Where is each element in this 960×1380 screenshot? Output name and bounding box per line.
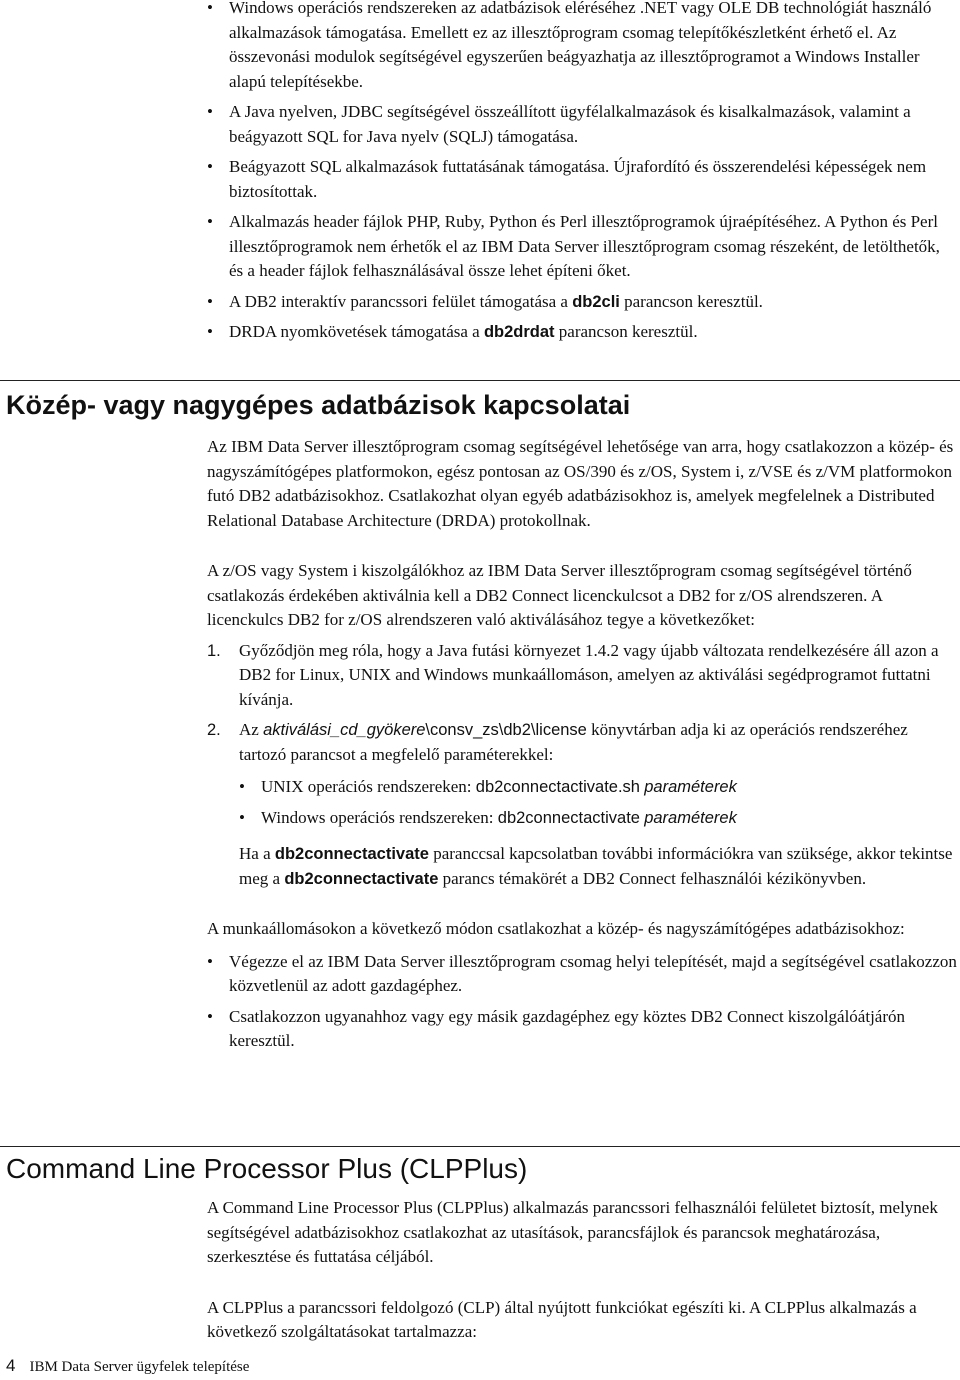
step-item	[207, 718, 957, 891]
step-text: Győződjön meg róla, hogy a Java futási környezet 1.4.2 vagy újabb változata rendelkezésére áll azon a DB2 for Linux, UNIX and Windows munkaállomáson, amelyen az aktiválási segédprogramot futtatni kívánja.	[239, 640, 939, 709]
bullet-glyph: •	[239, 807, 245, 827]
list-item-text: Csatlakozzon ugyanahhoz vagy egy másik gazdagéphez egy köztes DB2 Connect kiszolgálóátjárón keresztül.	[229, 1006, 906, 1050]
step-note	[239, 842, 957, 891]
list-item	[207, 320, 955, 345]
command-name: db2cli	[572, 292, 620, 311]
bullet-glyph: •	[207, 1006, 213, 1026]
bullet-glyph: •	[207, 291, 213, 311]
page-number: 4	[6, 1356, 16, 1375]
command-name: db2connectactivate	[497, 808, 640, 827]
list-item-text: DRDA nyomkövetések támogatása a	[229, 322, 484, 341]
list-item	[207, 100, 955, 149]
step-text: Az	[239, 720, 264, 739]
bullet-glyph: •	[207, 102, 213, 121]
os-command-list	[239, 775, 957, 830]
book-title: IBM Data Server ügyfelek telepítése	[29, 1359, 250, 1375]
step-text: könyvtárban adja ki az operációs rendszeréhez tartozó parancsot a megfelelő paraméterekkel:	[239, 720, 908, 764]
activation-steps	[207, 639, 957, 892]
paragraph: Az IBM Data Server illesztőprogram csomag segítségével lehetősége van arra, hogy csatlakozzon a közép- és nagyszámítógépes platformokon, egész pontosan az OS/390 és z/OS, System i, z/VSE és z/VM platformokon futó DB2 adatbázisokhoz. Csatlakozhat olyan egyéb adatbázisokhoz is, amelyek megfelelnek a Distributed Relational Database Architecture (DRDA) protokollnak.	[207, 437, 954, 530]
list-item-text: Végezze el az IBM Data Server illesztőprogram csomag helyi telepítését, majd a segítségével csatlakozzon közvetlenül az adott gazdagéphez.	[229, 951, 957, 995]
list-item	[207, 155, 955, 204]
paragraph: A z/OS vagy System i kiszolgálókhoz az IBM Data Server illesztőprogram csomag segítségével történő csatlakozás érdekében aktiválnia kell a DB2 Connect licenckulcsot a DB2 for z/OS alrendszeren. A licenckulcs DB2 for z/OS alrendszeren való aktiválásához tegye a következőket:	[207, 561, 912, 629]
list-item	[207, 950, 957, 999]
feature-bullet-list	[207, 0, 955, 351]
command-name: db2connectactivate	[274, 845, 429, 863]
note-text: paranccsal kapcsolatban további információkra van szüksége, akkor tekintse meg a	[239, 844, 953, 888]
section-body-host-connections	[207, 435, 957, 1060]
bullet-glyph: •	[239, 777, 245, 796]
command-parameter: paraméterek	[644, 808, 737, 827]
list-item-text: A DB2 interaktív parancssori felület támogatása a	[229, 291, 573, 311]
command-parameter: paraméterek	[644, 778, 737, 796]
note-text: parancs témakörét a DB2 Connect felhasználói kézikönyvben.	[438, 868, 867, 888]
path-text: \consv_zs\db2\license	[425, 721, 587, 739]
step-item	[207, 639, 957, 713]
list-item-text: A Java nyelven, JDBC segítségével összeállított ügyfélalkalmazások és kisalkalmazások, valamint a beágyazott SQL for Java nyelv (SQLJ) támogatása.	[229, 102, 911, 146]
list-item-text: Beágyazott SQL alkalmazások futtatásának támogatása. Újrafordító és összerendelési képességek nem biztosítottak.	[229, 157, 927, 201]
step-number: 2.	[207, 721, 221, 739]
paragraph: A CLPPlus a parancssori feldolgozó (CLP) által nyújtott funkciókat egészíti ki. A CLPPlus alkalmazás a következő szolgáltatásokat tartalmazza:	[207, 1297, 917, 1341]
note-text: Ha a	[239, 844, 275, 863]
list-item-text: Windows operációs rendszereken az adatbázisok eléréséhez .NET vagy OLE DB technológiát használó alkalmazások támogatása. Emellett ez az illesztőprogram csomag telepítőkészletként érhető el. Az összevonási modulok segítségével egyszerűen beágyazhatja az illesztőprogramot a Windows Installer alapú telepítésekbe.	[229, 0, 932, 91]
list-item	[207, 1005, 957, 1054]
page-footer	[6, 1356, 249, 1377]
connection-methods-list	[207, 950, 957, 1054]
section-heading-clpplus: Command Line Processor Plus (CLPPlus)	[6, 1153, 528, 1184]
section-body-clpplus	[207, 1196, 957, 1345]
step-number: 1.	[207, 641, 221, 660]
command-name: db2connectactivate	[284, 869, 439, 888]
list-item-text: parancson keresztül.	[554, 322, 698, 341]
section-divider	[0, 1146, 960, 1147]
list-item-text: UNIX operációs rendszereken:	[261, 777, 476, 796]
list-item	[207, 290, 955, 315]
command-name: db2connectactivate.sh	[475, 778, 640, 796]
bullet-glyph: •	[207, 0, 213, 17]
list-item	[239, 775, 957, 800]
list-item	[207, 210, 955, 284]
list-item-text: parancson keresztül.	[619, 291, 763, 311]
paragraph: A munkaállomásokon a következő módon csatlakozhat a közép- és nagyszámítógépes adatbázisokhoz:	[207, 919, 905, 938]
bullet-glyph: •	[207, 157, 213, 176]
section-divider	[0, 380, 960, 381]
bullet-glyph: •	[207, 322, 213, 341]
path-variable: aktiválási_cd_gyökere	[263, 721, 426, 739]
section-heading-host-connections: Közép- vagy nagygépes adatbázisok kapcsolatai	[6, 390, 631, 420]
list-item	[207, 0, 955, 94]
bullet-glyph: •	[207, 951, 213, 971]
paragraph: A Command Line Processor Plus (CLPPlus) alkalmazás parancssori felhasználói felületet biztosít, melynek segítségével adatbázisokhoz csatlakozhat az utasítások, parancsfájlok és parancsok meghatározása, szerkesztése és futtatása céljából.	[207, 1198, 938, 1266]
bullet-glyph: •	[207, 212, 213, 231]
list-item-text: Windows operációs rendszereken:	[261, 807, 498, 827]
list-item-text: Alkalmazás header fájlok PHP, Ruby, Python és Perl illesztőprogramok újraépítéséhez. A Python és Perl illesztőprogramok nem érhetők el az IBM Data Server illesztőprogram csomag részeként, de letölthetők, és a header fájlok felhasználásával össze lehet építeni őket.	[229, 212, 940, 280]
command-name: db2drdat	[483, 323, 555, 341]
list-item	[239, 806, 957, 831]
